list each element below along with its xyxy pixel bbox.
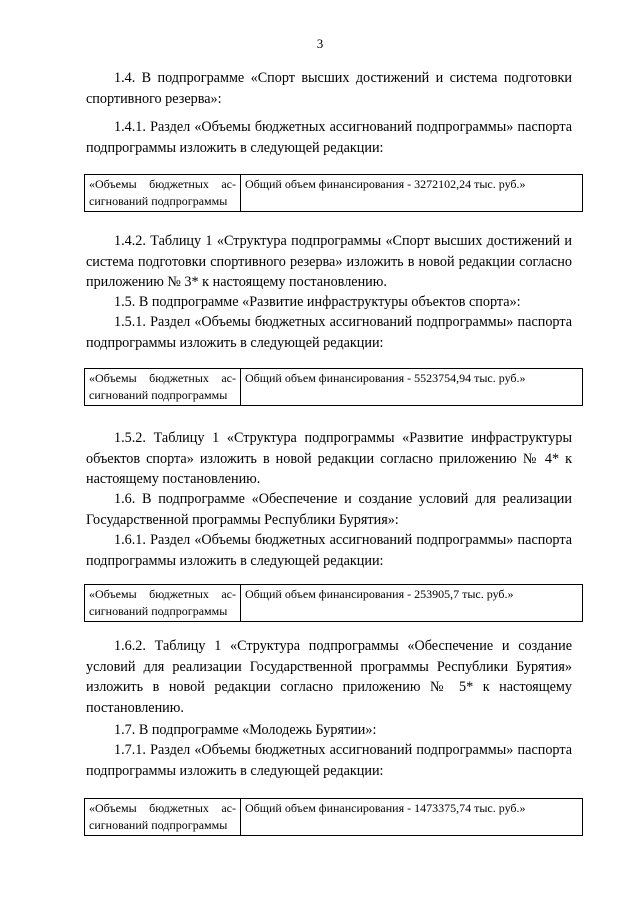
budget-box-3 [84, 584, 583, 622]
label-line-2: сигнований подпрограммы [89, 194, 228, 208]
label-word: ас- [221, 371, 236, 385]
label-line-2: сигнований подпрограммы [89, 604, 228, 618]
paragraph-1-5-2: 1.5.2. Таблицу 1 «Структура подпрограммы «Развитие инфраструктуры объектов спорта» изложить в новой редакции согласно приложению № 4* к настоящему постановлению. [86, 430, 572, 487]
paragraph-1-4-1: 1.4.1. Раздел «Объемы бюджетных ассигнований подпрограммы» паспорта подпрограммы изложить в следующей редакции: [86, 119, 572, 156]
label-word: «Объемы [89, 177, 137, 191]
paragraph-1-7: 1.7. В подпрограмме «Молодежь Бурятии»: [114, 722, 377, 738]
budget-box-1 [84, 174, 583, 212]
label-word: бюджетных [149, 801, 209, 815]
label-word: ас- [221, 587, 236, 601]
paragraph-1-6-1: 1.6.1. Раздел «Объемы бюджетных ассигнований подпрограммы» паспорта подпрограммы изложить в следующей редакции: [86, 532, 572, 569]
budget-box-value: Общий объем финансирования - 5523754,94 тыс. руб.» [245, 371, 526, 385]
paragraph-1-4-2: 1.4.2. Таблицу 1 «Структура подпрограммы «Спорт высших достижений и система подготовки спортивного резерва» изложить в новой редакции согласно приложению № 3* к настоящему постановлению. [86, 233, 572, 290]
budget-box-label [85, 175, 241, 211]
budget-box-2 [84, 368, 583, 406]
paragraph-1-6-2: 1.6.2. Таблицу 1 «Структура подпрограммы «Обеспечение и создание условий для реализации Государственной программы Республики Бурятия» изложить в новой редакции согласно приложению № 5* к настоящему постановлению. [86, 638, 572, 716]
paragraph-1-5: 1.5. В подпрограмме «Развитие инфраструктуры объектов спорта»: [114, 294, 521, 310]
paragraph-1-5-1: 1.5.1. Раздел «Объемы бюджетных ассигнований подпрограммы» паспорта подпрограммы изложить в следующей редакции: [86, 314, 572, 351]
label-word: ас- [221, 801, 236, 815]
label-line-2: сигнований подпрограммы [89, 818, 228, 832]
label-word: «Объемы [89, 371, 137, 385]
budget-box-value: Общий объем финансирования - 1473375,74 тыс. руб.» [245, 801, 526, 815]
page-number: 3 [316, 36, 324, 51]
paragraph-1-7-1: 1.7.1. Раздел «Объемы бюджетных ассигнований подпрограммы» паспорта подпрограммы изложить в следующей редакции: [86, 742, 572, 779]
budget-box-label [85, 585, 241, 621]
budget-box-4 [84, 798, 583, 836]
paragraph-1-6: 1.6. В подпрограмме «Обеспечение и создание условий для реализации Государственной программы Республики Бурятия»: [86, 491, 572, 528]
label-word: бюджетных [149, 177, 209, 191]
budget-box-label [85, 799, 241, 835]
label-word: бюджетных [149, 371, 209, 385]
label-word: «Объемы [89, 587, 137, 601]
budget-box-value: Общий объем финансирования - 3272102,24 тыс. руб.» [245, 177, 526, 191]
budget-box-value: Общий объем финансирования - 253905,7 тыс. руб.» [245, 587, 514, 601]
budget-box-label [85, 369, 241, 405]
paragraph-1-4: 1.4. В подпрограмме «Спорт высших достижений и система подготовки спортивного резерва»: [86, 70, 572, 107]
label-line-2: сигнований подпрограммы [89, 388, 228, 402]
label-word: бюджетных [149, 587, 209, 601]
label-word: ас- [221, 177, 236, 191]
label-word: «Объемы [89, 801, 137, 815]
